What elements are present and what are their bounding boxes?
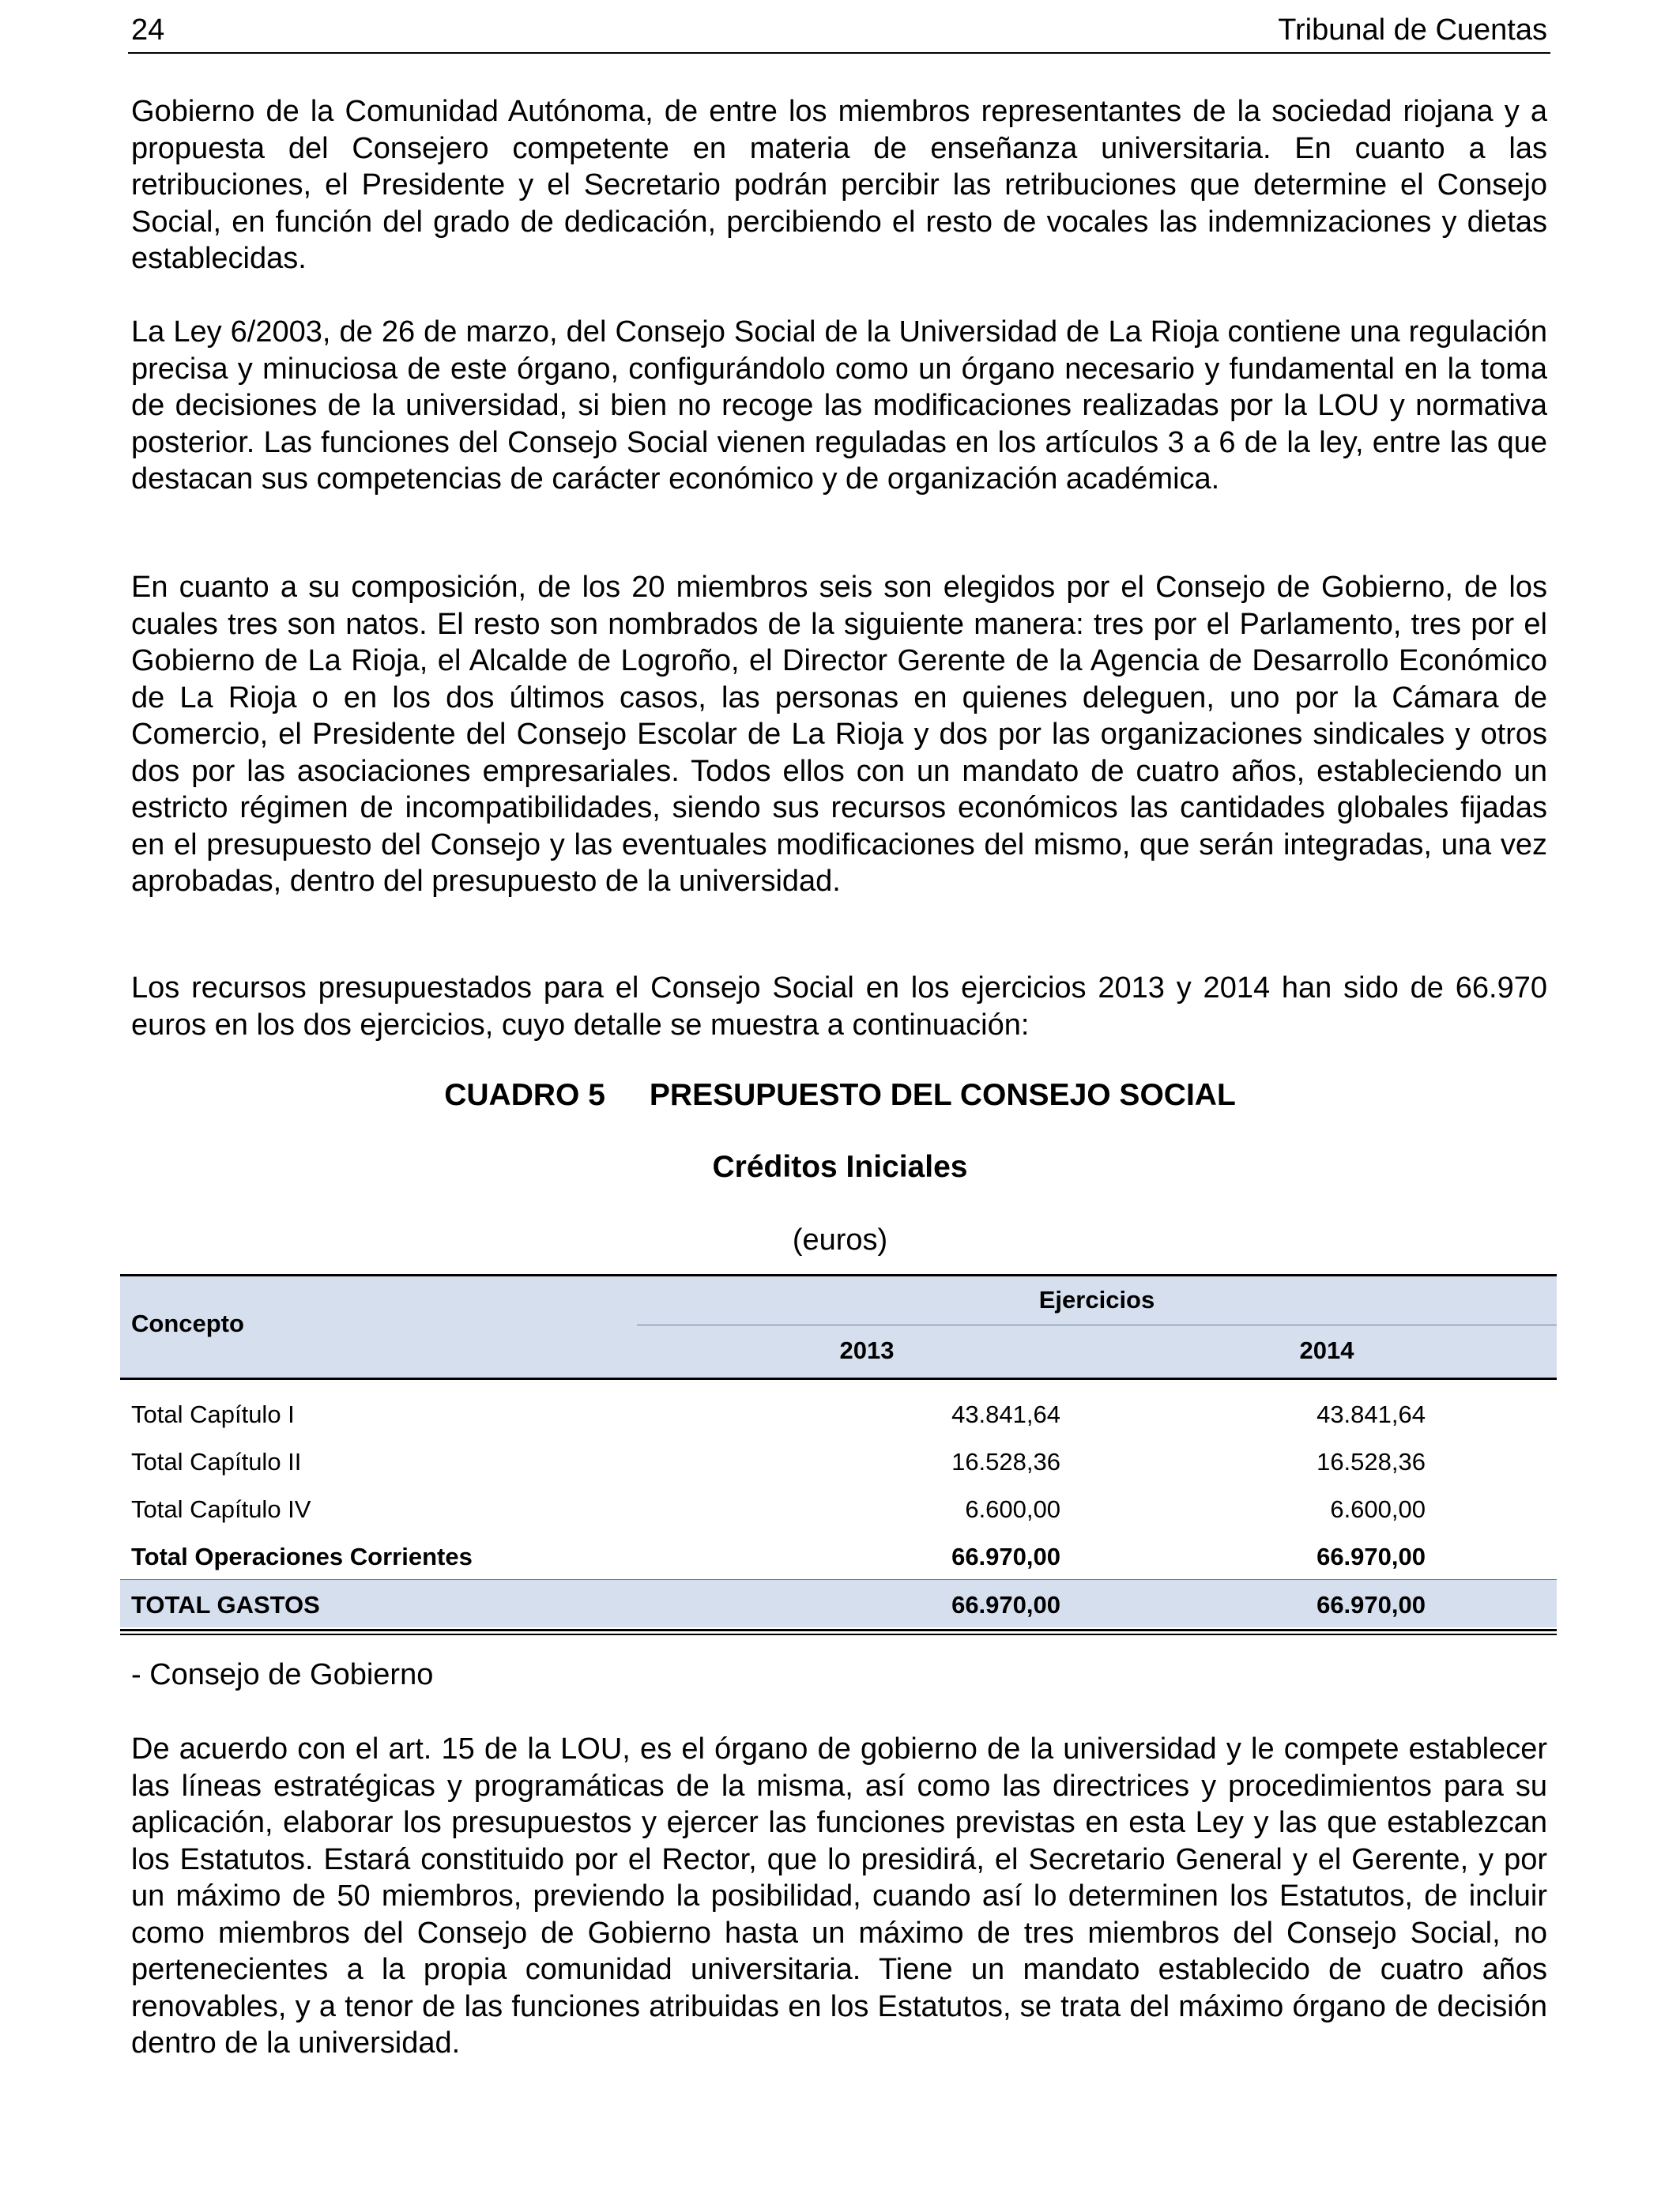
table-row: [120, 1437, 1557, 1484]
row-value-2014: 16.528,36: [1317, 1448, 1426, 1476]
budget-table: [120, 1274, 1557, 1635]
page-header: [128, 9, 1550, 54]
table-row-total: [120, 1579, 1557, 1627]
table-bottom-rule-double: [120, 1634, 1557, 1635]
row-value-2013: 6.600,00: [965, 1495, 1060, 1523]
table-row: [120, 1389, 1557, 1437]
header-year-2014: 2014: [1299, 1336, 1354, 1364]
row-value-2013: 43.841,64: [951, 1400, 1060, 1428]
row-value-2013: 66.970,00: [951, 1543, 1060, 1570]
row-value-2014: 6.600,00: [1330, 1495, 1426, 1523]
page-number: 24: [131, 13, 165, 47]
paragraph-2: La Ley 6/2003, de 26 de marzo, del Consejo Social de la Universidad de La Rioja contiene una regulación precisa y minuciosa de este órgano, configurándolo como un órgano necesario y fundamental en la toma de decisiones de la universidad, si bien no recoge las modificaciones realizadas por la LOU y normativa posterior. Las funciones del Consejo Social vienen reguladas en los artículos 3 a 6 de la ley, entre las que destacan sus competencias de carácter económico y de organización académica.: [131, 315, 1547, 496]
table-row: [120, 1484, 1557, 1532]
table-number: CUADRO 5: [444, 1078, 605, 1112]
table-unit: (euros): [792, 1223, 888, 1257]
row-concept: Total Operaciones Corrientes: [131, 1543, 473, 1570]
total-concept: TOTAL GASTOS: [131, 1591, 320, 1619]
row-value-2013: 16.528,36: [951, 1448, 1060, 1476]
paragraph-1: Gobierno de la Comunidad Autónoma, de entre los miembros representantes de la sociedad riojana y a propuesta del Consejero competente en materia de enseñanza universitaria. En cuanto a las retribuciones, el Presidente y el Secretario podrán percibir las retribuciones que determine el Consejo Social, en función del grado de dedicación, percibiendo el resto de vocales las indemnizaciones y dietas establecidas.: [131, 95, 1547, 275]
row-concept: Total Capítulo I: [131, 1400, 295, 1428]
row-value-2014: 66.970,00: [1317, 1543, 1426, 1570]
row-value-2014: 43.841,64: [1317, 1400, 1426, 1428]
paragraph-5: De acuerdo con el art. 15 de la LOU, es el órgano de gobierno de la universidad y le compete establecer las líneas estratégicas y programáticas de la misma, así como las directrices y procedimientos para su aplicación, elaborar los presupuestos y ejercer las funciones previstas en esta Ley y las que establezcan los Estatutos. Estará constituido por el Rector, que lo presidirá, el Secretario General y el Gerente, y por un máximo de 50 miembros, previendo la posibilidad, cuando así lo determinen los Estatutos, de incluir como miembros del Consejo de Gobierno hasta un máximo de tres miembros del Consejo Social, no pertenecientes a la propia comunidad universitaria. Tiene un mandato establecido de cuatro años renovables, y a tenor de las funciones atribuidas en los Estatutos, se trata del máximo órgano de decisión dentro de la universidad.: [131, 1732, 1547, 2060]
table-row-subtotal: [120, 1532, 1557, 1579]
table-title: PRESUPUESTO DEL CONSEJO SOCIAL: [649, 1078, 1236, 1112]
table-bottom-rule: [120, 1629, 1557, 1631]
paragraph-3: En cuanto a su composición, de los 20 miembros seis son elegidos por el Consejo de Gobierno, de los cuales tres son natos. El resto son nombrados de la siguiente manera: tres por el Parlamento, tres por el Gobierno de La Rioja, el Alcalde de Logroño, el Director Gerente de la Agencia de Desarrollo Económico de La Rioja o en los dos últimos casos, las personas en quienes deleguen, uno por la Cámara de Comercio, el Presidente del Consejo Escolar de La Rioja y dos por las organizaciones sindicales y otros dos por las asociaciones empresariales. Todos ellos con un mandato de cuatro años, estableciendo un estricto régimen de incompatibilidades, siendo sus recursos económicos las cantidades globales fijadas en el presupuesto del Consejo y las eventuales modificaciones del mismo, que serán integradas, una vez aprobadas, dentro del presupuesto de la universidad.: [131, 571, 1547, 898]
header-concept: Concepto: [131, 1310, 244, 1337]
total-value-2014: 66.970,00: [1317, 1591, 1426, 1619]
section-subheading: - Consejo de Gobierno: [131, 1658, 434, 1691]
paragraph-4: Los recursos presupuestados para el Consejo Social en los ejercicios 2013 y 2014 han sido de 66.970 euros en los dos ejercicios, cuyo detalle se muestra a continuación:: [131, 971, 1547, 1042]
header-year-2013: 2013: [839, 1336, 895, 1364]
row-concept: Total Capítulo IV: [131, 1495, 311, 1523]
running-title: Tribunal de Cuentas: [1278, 13, 1547, 47]
row-concept: Total Capítulo II: [131, 1448, 302, 1476]
table-header: [120, 1274, 1557, 1380]
header-ejercicios: Ejercicios: [1038, 1286, 1155, 1314]
table-subtitle: Créditos Iniciales: [712, 1150, 968, 1184]
total-value-2013: 66.970,00: [951, 1591, 1060, 1619]
table-caption: [0, 1078, 1680, 1113]
